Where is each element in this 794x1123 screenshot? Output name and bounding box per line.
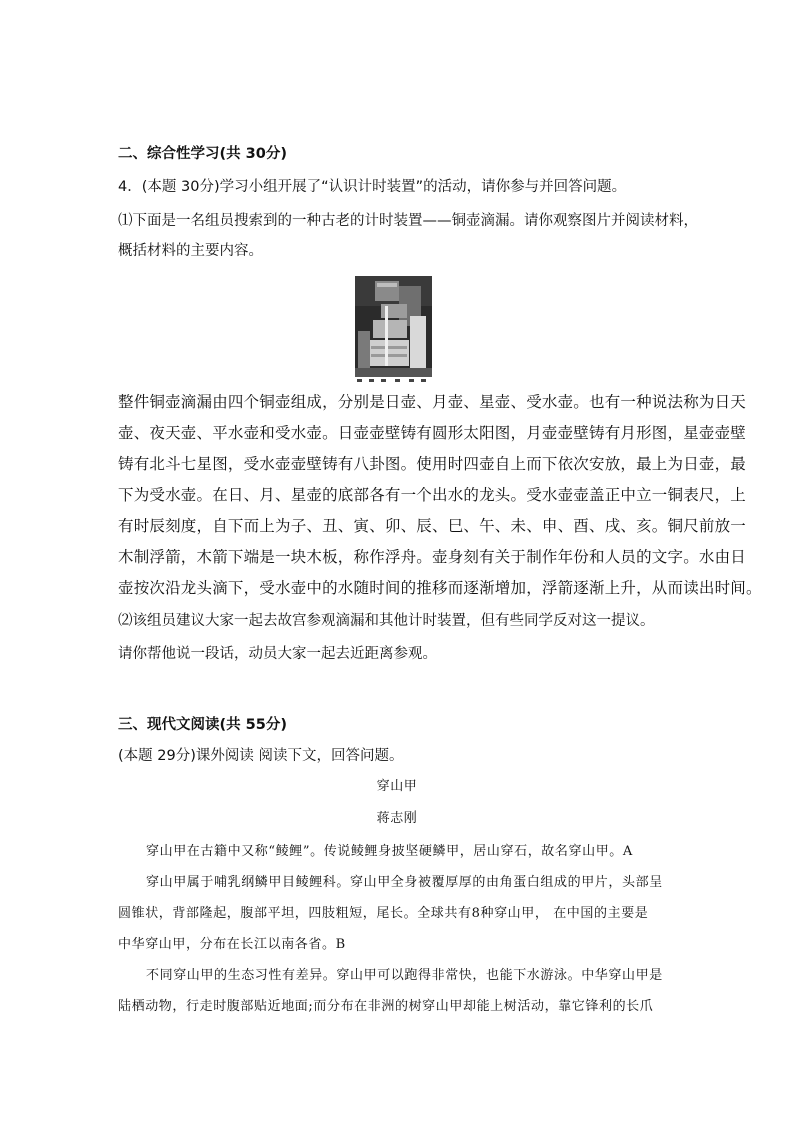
section-heading-modern-reading: 三、现代文阅读(共 55分) <box>118 717 287 733</box>
article-author: 蒋志刚 <box>376 811 418 826</box>
article-paragraph-line: 圆锥状，背部隆起，腹部平坦，四肢粗短，尾长。全球共有8种穿山甲， 在中国的主要是 <box>118 906 649 921</box>
question-4-1-line: ⑴下面是一名组员搜索到的一种古老的计时装置——铜壶滴漏。请你观察图片并阅读材料， <box>118 213 698 229</box>
section-heading-comprehensive-study: 二、综合性学习(共 30分) <box>118 146 287 162</box>
passage-line: 铸有北斗七星图，受水壶壶壁铸有八卦图。使用时四壶自上而下依次安放，最上为日壶，最 <box>118 455 747 473</box>
passage-line: 木制浮箭，木箭下端是一块木板，称作浮舟。壶身刻有关于制作年份和人员的文字。水由日 <box>118 548 747 566</box>
article-paragraph-line: 穿山甲在古籍中又称“鲮鲤”。传说鲮鲤身披坚硬鳞甲，居山穿石，故名穿山甲。A <box>146 844 633 859</box>
passage-line: 壶、夜天壶、平水壶和受水壶。日壶壶壁铸有圆形太阳图，月壶壶壁铸有月形图，星壶壶壁 <box>118 424 747 442</box>
article-paragraph-line: 中华穿山甲，分布在长江以南各省。B <box>118 937 346 952</box>
photo-caption-marks <box>355 379 432 385</box>
passage-line: 有时辰刻度，自下而上为子、丑、寅、卯、辰、巳、午、未、申、酉、戌、亥。铜尺前放一 <box>118 517 747 535</box>
passage-line: 下为受水壶。在日、月、星壶的底部各有一个出水的龙头。受水壶壶盖正中立一铜表尺，上 <box>118 486 747 504</box>
article-paragraph-line: 陆栖动物，行走时腹部贴近地面;而分布在非洲的树穿山甲却能上树活动，靠它锋利的长爪 <box>118 999 654 1014</box>
article-paragraph-line: 不同穿山甲的生态习性有差异。穿山甲可以跑得非常快，也能下水游泳。中华穿山甲是 <box>146 968 663 983</box>
question-4-2-line: ⑵该组员建议大家一起去故宫参观滴漏和其他计时装置，但有些同学反对这一提议。 <box>118 613 655 629</box>
question-4-2-line: 请你帮他说一段话，动员大家一起去近距离参观。 <box>118 646 437 662</box>
question-4-intro: 4．(本题 30分)学习小组开展了“认识计时装置”的活动，请你参与并回答问题。 <box>118 179 627 195</box>
passage-line: 壶按次沿龙头滴下，受水壶中的水随时间的推移而逐渐增加，浮箭逐渐上升，从而读出时间。 <box>118 579 762 597</box>
bronze-water-clock-photo <box>355 276 432 377</box>
passage-line: 整件铜壶滴漏由四个铜壶组成，分别是日壶、月壶、星壶、受水壶。也有一种说法称为日天 <box>118 393 747 411</box>
article-paragraph-line: 穿山甲属于哺乳纲鳞甲目鲮鲤科。穿山甲全身被覆厚厚的由角蛋白组成的甲片，头部呈 <box>146 875 663 890</box>
question-4-1-line: 概括材料的主要内容。 <box>118 243 263 259</box>
article-title: 穿山甲 <box>376 779 418 794</box>
reading-intro: (本题 29分)课外阅读 阅读下文，回答问题。 <box>118 748 404 764</box>
